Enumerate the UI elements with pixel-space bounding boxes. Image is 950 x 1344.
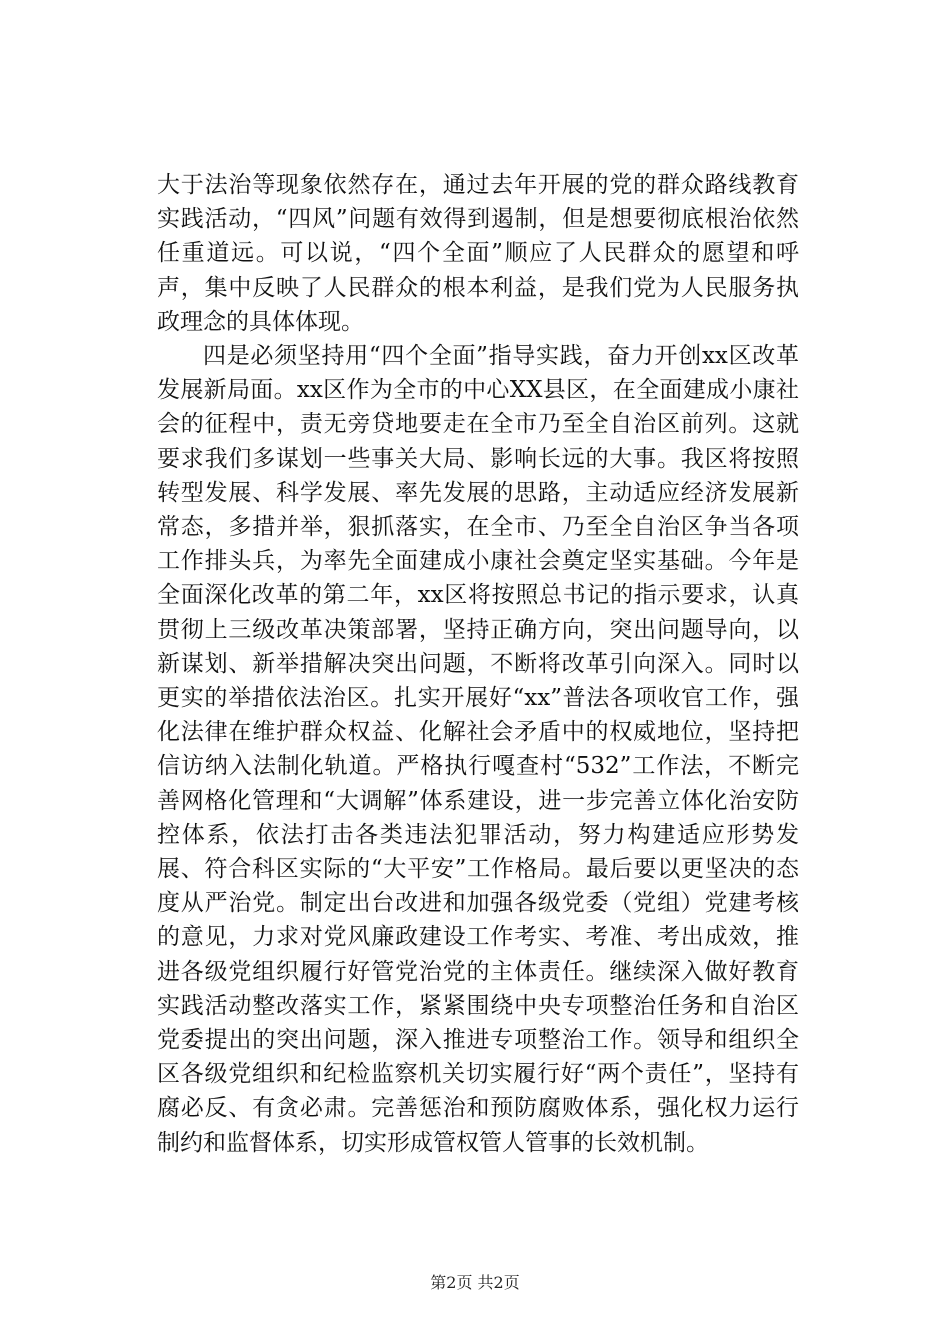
page-footer: 第2页 共2页 — [430, 1273, 520, 1292]
paragraph-four: 四是必须坚持用“四个全面”指导实践，奋力开创xx区改革发展新局面。xx区作为全市的中心XX县区，在全面建成小康社会的征程中，责无旁贷地要走在全市乃至全自治区前列。这就要求我们多谋划一些事关大局、影响长远的大事。我区将按照转型发展、科学发展、率先发展的思路，主动适应经济发展新常态，多措并举，狠抓落实，在全市、乃至全自治区争当各项工作排头兵，为率先全面建成小康社会奠定坚实基础。今年是全面深化改革的第二年，xx区将按照总书记的指示要求，认真贯彻上三级改革决策部署，坚持正确方向，突出问题导向，以新谋划、新举措解决突出问题，不断将改革引向深入。同时以更实的举措依法治区。扎实开展好“xx”普法各项收官工作，强化法律在维护群众权益、化解社会矛盾中的权威地位，坚持把信访纳入法制化轨道。严格执行嘎查村“532”工作法，不断完善网格化管理和“大调解”体系建设，进一步完善立体化治安防控体系，依法打击各类违法犯罪活动，努力构建适应形势发展、符合科区实际的“大平安”工作格局。最后要以更坚决的态度从严治党。制定出台改进和加强各级党委（党组）党建考核的意见，力求对党风廉政建设工作考实、考准、考出成效，推进各级党组织履行好管党治党的主体责任。继续深入做好教育实践活动整改落实工作，紧紧围绕中央专项整治任务和自治区党委提出的突出问题，深入推进专项整治工作。领导和组织全区各级党组织和纪检监察机关切实履行好“两个责任”，坚持有腐必反、有贪必肃。完善惩治和预防腐败体系，强化权力运行制约和监督体系，切实形成管权管人管事的长效机制。 — [157, 343, 799, 1156]
paragraph-continuation: 大于法治等现象依然存在，通过去年开展的党的群众路线教育实践活动，“四风”问题有效得到遏制，但是想要彻底根治依然任重道远。可以说，“四个全面”顺应了人民群众的愿望和呼声，集中反映了人民群众的根本利益，是我们党为人民服务执政理念的具体体现。 — [157, 172, 799, 335]
document-body — [157, 168, 799, 1160]
